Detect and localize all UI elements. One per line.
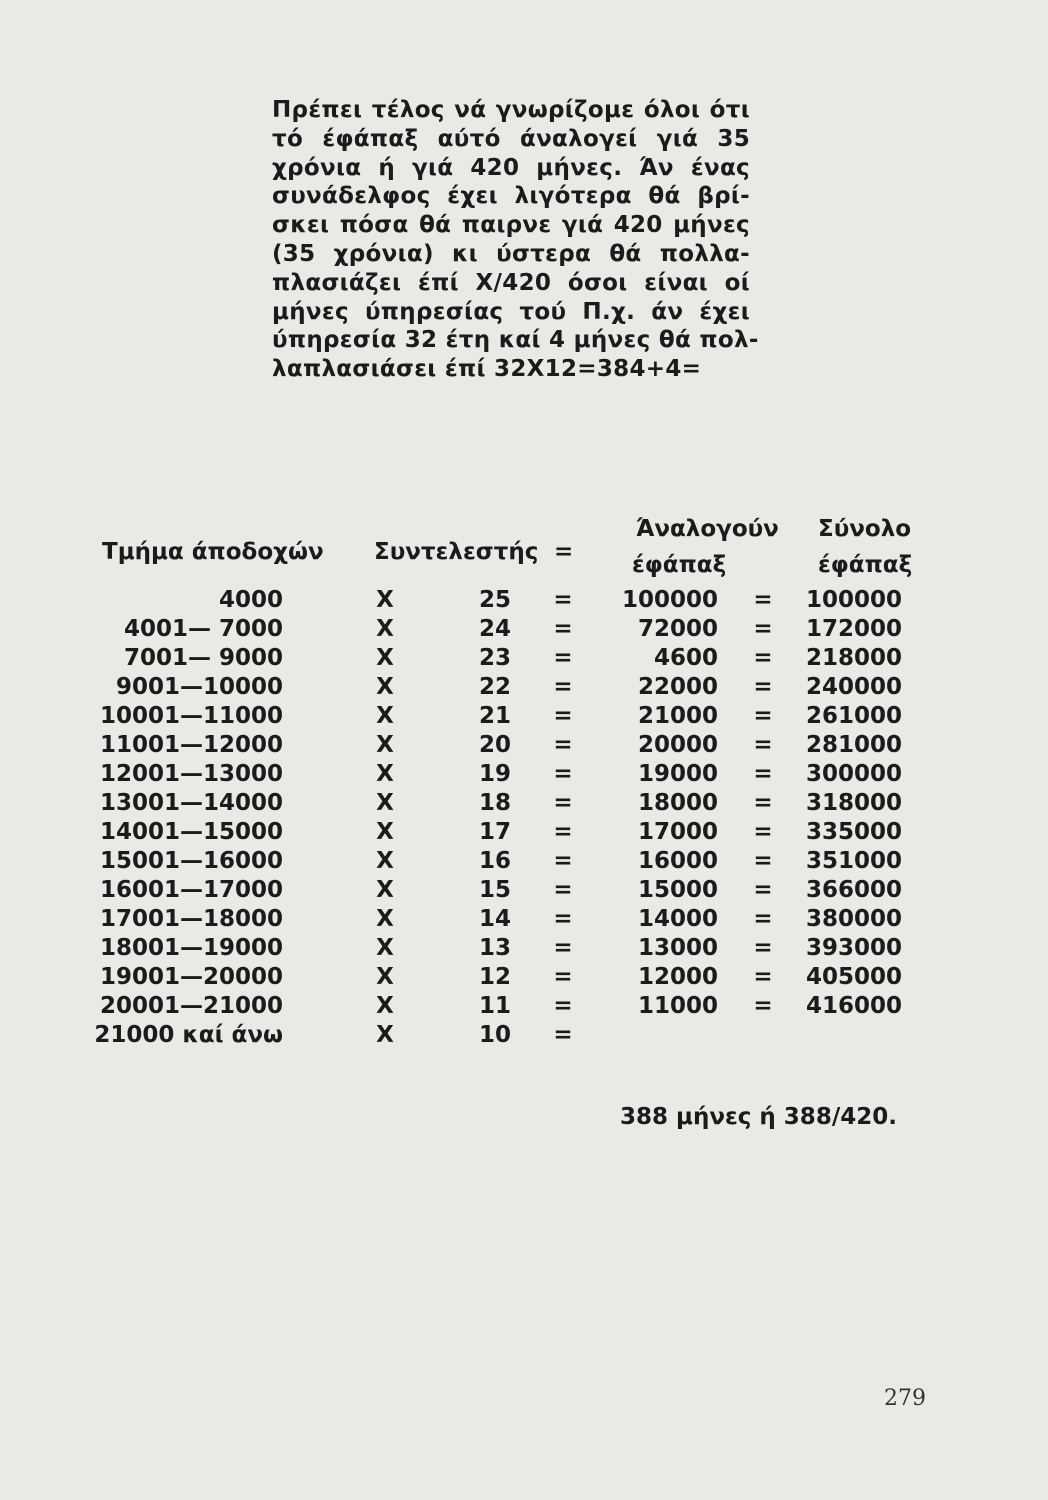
equals-sign: = [553,790,573,816]
table-row [0,848,1048,877]
equals-sign: = [753,993,773,1019]
cumulative-total: 100000 [805,587,902,613]
equals-sign: = [753,935,773,961]
table-row [0,674,1048,703]
equals-sign: = [753,761,773,787]
equals-sign: = [553,587,573,613]
header-total-line2: έφάπαξ [818,552,913,578]
cumulative-total: 318000 [805,790,902,816]
equals-sign: = [553,935,573,961]
coefficient-value: 18 [478,790,511,816]
table-row [0,587,1048,616]
income-bracket: 9001—10000 [115,674,283,700]
lump-sum-amount: 100000 [621,587,718,613]
equals-sign: = [553,906,573,932]
lump-sum-amount: 19000 [637,761,718,787]
paragraph-line: χρόνια ή γιά 420 μήνες. Άν ένας [272,154,750,181]
summary-note: 388 μήνες ή 388/420. [620,1104,897,1130]
table-row [0,645,1048,674]
table-row [0,993,1048,1022]
equals-sign: = [753,848,773,874]
coefficient-value: 11 [478,993,511,1019]
equals-sign: = [753,906,773,932]
income-bracket: 10001—11000 [99,703,283,729]
multiply-sign: Χ [376,906,394,932]
coefficient-value: 10 [478,1022,511,1048]
paragraph-line: τό έφάπαξ αύτό άναλογεί γιά 35 [272,125,750,152]
multiply-sign: Χ [376,819,394,845]
income-bracket: 17001—18000 [99,906,283,932]
equals-sign: = [753,877,773,903]
coefficient-value: 24 [478,616,511,642]
multiply-sign: Χ [376,935,394,961]
table-row [0,616,1048,645]
equals-sign: = [753,616,773,642]
income-bracket: 15001—16000 [99,848,283,874]
coefficient-value: 14 [478,906,511,932]
equals-sign: = [553,761,573,787]
lump-sum-amount: 4600 [653,645,718,671]
cumulative-total: 172000 [805,616,902,642]
coefficient-value: 22 [478,674,511,700]
table-row [0,1022,1048,1051]
equals-sign: = [753,819,773,845]
multiply-sign: Χ [376,964,394,990]
cumulative-total: 281000 [805,732,902,758]
lump-sum-amount: 22000 [637,674,718,700]
coefficient-value: 23 [478,645,511,671]
equals-sign: = [753,732,773,758]
cumulative-total: 366000 [805,877,902,903]
coefficient-value: 25 [478,587,511,613]
lump-sum-amount: 20000 [637,732,718,758]
income-bracket: 18001—19000 [99,935,283,961]
multiply-sign: Χ [376,616,394,642]
income-bracket: 12001—13000 [99,761,283,787]
income-bracket: 13001—14000 [99,790,283,816]
income-bracket: 4001— 7000 [123,616,283,642]
equals-sign: = [753,674,773,700]
income-bracket: 7001— 9000 [123,645,283,671]
multiply-sign: Χ [376,645,394,671]
equals-sign: = [553,819,573,845]
lump-sum-amount: 72000 [637,616,718,642]
lump-sum-amount: 21000 [637,703,718,729]
table-row [0,819,1048,848]
lump-sum-amount: 13000 [637,935,718,961]
coefficient-value: 20 [478,732,511,758]
table-row [0,877,1048,906]
header-coefficient: Συντελεστής [374,539,539,565]
paragraph-line: πλασιάζει έπί Χ/420 όσοι είναι οί [272,269,750,296]
page-number: 279 [884,1386,926,1411]
lump-sum-amount: 12000 [637,964,718,990]
table-row [0,935,1048,964]
lump-sum-amount: 15000 [637,877,718,903]
equals-sign: = [753,587,773,613]
header-lump-sum-line1: Άναλογούν [636,516,779,542]
equals-sign: = [553,616,573,642]
cumulative-total: 416000 [805,993,902,1019]
header-lump-sum-line2: έφάπαξ [632,552,727,578]
income-bracket: 4000 [218,587,283,613]
income-bracket: 16001—17000 [99,877,283,903]
cumulative-total: 335000 [805,819,902,845]
table-row [0,906,1048,935]
multiply-sign: Χ [376,703,394,729]
multiply-sign: Χ [376,674,394,700]
lump-sum-amount: 16000 [637,848,718,874]
cumulative-total: 405000 [805,964,902,990]
multiply-sign: Χ [376,993,394,1019]
coefficient-value: 16 [478,848,511,874]
table-row [0,790,1048,819]
income-bracket: 20001—21000 [99,993,283,1019]
lump-sum-amount: 18000 [637,790,718,816]
equals-sign: = [553,993,573,1019]
lump-sum-amount: 14000 [637,906,718,932]
equals-sign: = [553,674,573,700]
multiply-sign: Χ [376,587,394,613]
table-row [0,732,1048,761]
paragraph-line: (35 χρόνια) κι ύστερα θά πολλα- [272,240,750,267]
header-income-bracket: Τμήμα άποδοχών [102,539,324,565]
lump-sum-amount: 11000 [637,993,718,1019]
income-bracket: 14001—15000 [99,819,283,845]
income-bracket: 19001—20000 [99,964,283,990]
paragraph-line: σκει πόσα θά παιρνε γιά 420 μήνες [272,212,750,239]
equals-sign: = [753,964,773,990]
paragraph-line: ύπηρεσία 32 έτη καί 4 μήνες θά πολ- [272,327,759,354]
equals-sign: = [553,1022,573,1048]
multiply-sign: Χ [376,848,394,874]
coefficient-value: 17 [478,819,511,845]
table-row [0,761,1048,790]
coefficient-value: 19 [478,761,511,787]
multiply-sign: Χ [376,761,394,787]
coefficient-value: 21 [478,703,511,729]
cumulative-total: 380000 [805,906,902,932]
coefficient-value: 12 [478,964,511,990]
equals-sign: = [553,703,573,729]
paragraph-line: λαπλασιάσει έπί 32Χ12=384+4= [272,356,702,383]
multiply-sign: Χ [376,790,394,816]
cumulative-total: 300000 [805,761,902,787]
paragraph-line: μήνες ύπηρεσίας τού Π.χ. άν έχει [272,298,750,325]
multiply-sign: Χ [376,877,394,903]
table-row [0,703,1048,732]
header-total-line1: Σύνολο [818,516,912,542]
coefficient-value: 13 [478,935,511,961]
cumulative-total: 218000 [805,645,902,671]
header-equals: = [554,539,574,565]
equals-sign: = [553,877,573,903]
table-row [0,964,1048,993]
coefficient-value: 15 [478,877,511,903]
income-bracket: 11001—12000 [99,732,283,758]
equals-sign: = [753,645,773,671]
equals-sign: = [753,703,773,729]
equals-sign: = [553,645,573,671]
income-bracket: 21000 καί άνω [94,1022,283,1048]
cumulative-total: 351000 [805,848,902,874]
lump-sum-amount: 17000 [637,819,718,845]
equals-sign: = [553,848,573,874]
cumulative-total: 240000 [805,674,902,700]
cumulative-total: 261000 [805,703,902,729]
paragraph-line: συνάδελφος έχει λιγότερα θά βρί- [272,183,750,210]
paragraph-line: Πρέπει τέλος νά γνωρίζομε όλοι ότι [272,97,750,123]
cumulative-total: 393000 [805,935,902,961]
equals-sign: = [753,790,773,816]
intro-paragraph [272,96,759,384]
equals-sign: = [553,732,573,758]
equals-sign: = [553,964,573,990]
multiply-sign: Χ [376,732,394,758]
multiply-sign: Χ [376,1022,394,1048]
